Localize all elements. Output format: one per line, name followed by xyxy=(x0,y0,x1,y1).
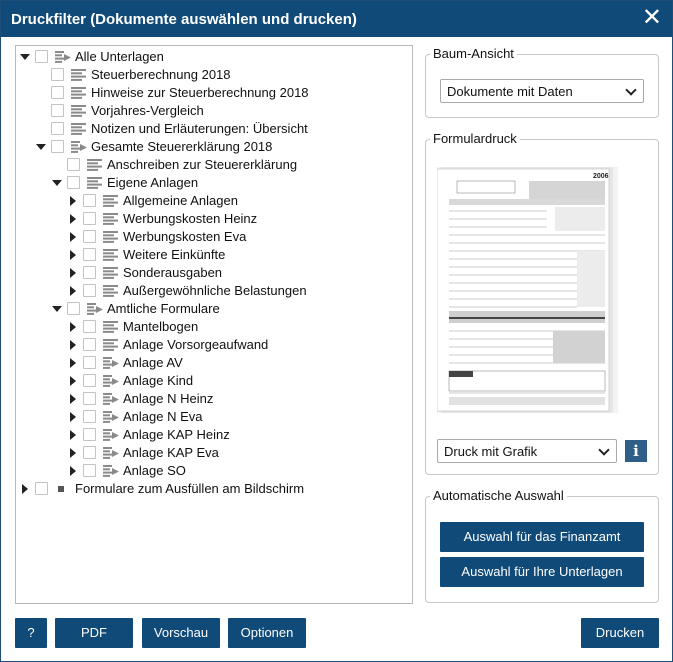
expanded-arrow-icon[interactable] xyxy=(36,142,46,152)
tree-checkbox[interactable] xyxy=(83,194,96,207)
tree-checkbox[interactable] xyxy=(83,410,96,423)
arrow-doc-icon xyxy=(103,429,119,441)
tree-checkbox[interactable] xyxy=(51,86,64,99)
lines-icon xyxy=(103,231,119,243)
expanded-arrow-icon[interactable] xyxy=(52,178,62,188)
square-bullet-icon xyxy=(55,483,71,495)
collapsed-arrow-icon[interactable] xyxy=(68,466,78,476)
collapsed-arrow-icon[interactable] xyxy=(68,286,78,296)
tree-checkbox[interactable] xyxy=(83,338,96,351)
tree-item-label: Notizen und Erläuterungen: Übersicht xyxy=(91,121,308,136)
collapsed-arrow-icon[interactable] xyxy=(68,448,78,458)
tree-checkbox[interactable] xyxy=(83,266,96,279)
form-preview-image xyxy=(437,167,618,413)
arrow-doc-icon xyxy=(55,51,71,63)
automatische-auswahl-title: Automatische Auswahl xyxy=(430,488,567,503)
tree-item-label: Allgemeine Anlagen xyxy=(123,193,238,208)
lines-icon xyxy=(103,267,119,279)
arrow-doc-icon xyxy=(103,465,119,477)
help-button[interactable]: ? xyxy=(15,618,47,648)
lines-icon xyxy=(71,123,87,135)
druck-modus-value: Druck mit Grafik xyxy=(444,444,538,459)
collapsed-arrow-icon[interactable] xyxy=(68,340,78,350)
chevron-down-icon xyxy=(625,84,636,95)
collapsed-arrow-icon[interactable] xyxy=(68,412,78,422)
tree-item-label: Weitere Einkünfte xyxy=(123,247,226,262)
tree-checkbox[interactable] xyxy=(51,104,64,117)
document-tree[interactable] xyxy=(15,45,413,604)
drucken-button[interactable]: Drucken xyxy=(581,618,659,648)
tree-checkbox[interactable] xyxy=(83,446,96,459)
tree-item-label: Anlage SO xyxy=(123,463,186,478)
collapsed-arrow-icon[interactable] xyxy=(68,250,78,260)
collapsed-arrow-icon[interactable] xyxy=(68,376,78,386)
tree-checkbox[interactable] xyxy=(35,50,48,63)
tree-checkbox[interactable] xyxy=(51,122,64,135)
tree-checkbox[interactable] xyxy=(83,248,96,261)
collapsed-arrow-icon[interactable] xyxy=(20,484,30,494)
info-icon[interactable]: i xyxy=(625,440,647,462)
tree-checkbox[interactable] xyxy=(83,464,96,477)
arrow-doc-icon xyxy=(103,375,119,387)
lines-icon xyxy=(103,213,119,225)
tree-checkbox[interactable] xyxy=(51,140,64,153)
lines-icon xyxy=(71,87,87,99)
arrow-doc-icon xyxy=(103,447,119,459)
arrow-doc-icon xyxy=(103,357,119,369)
tree-item-label: Außergewöhnliche Belastungen xyxy=(123,283,307,298)
vorschau-button[interactable]: Vorschau xyxy=(142,618,220,648)
arrow-doc-icon xyxy=(87,303,103,315)
tree-item-label: Anlage KAP Heinz xyxy=(123,427,230,442)
tree-checkbox[interactable] xyxy=(67,158,80,171)
tree-item-label: Anschreiben zur Steuererklärung xyxy=(107,157,298,172)
tree-checkbox[interactable] xyxy=(67,176,80,189)
tree-item-label: Amtliche Formulare xyxy=(107,301,220,316)
tree-item-label: Anlage N Heinz xyxy=(123,391,214,406)
tree-checkbox[interactable] xyxy=(83,356,96,369)
tree-item-label: Gesamte Steuererklärung 2018 xyxy=(91,139,273,154)
tree-checkbox[interactable] xyxy=(83,212,96,225)
pdf-button[interactable]: PDF xyxy=(55,618,133,648)
tree-item-label: Anlage KAP Eva xyxy=(123,445,219,460)
lines-icon xyxy=(103,285,119,297)
formulardruck-title: Formulardruck xyxy=(430,131,520,146)
tree-item-label: Anlage AV xyxy=(123,355,183,370)
baum-ansicht-value: Dokumente mit Daten xyxy=(447,84,573,99)
collapsed-arrow-icon[interactable] xyxy=(68,430,78,440)
tree-item-label: Vorjahres-Vergleich xyxy=(91,103,204,118)
expanded-arrow-icon[interactable] xyxy=(20,52,30,62)
lines-icon xyxy=(87,159,103,171)
lines-icon xyxy=(103,321,119,333)
tree-checkbox[interactable] xyxy=(83,428,96,441)
tree-item-label: Eigene Anlagen xyxy=(107,175,199,190)
lines-icon xyxy=(103,195,119,207)
form-year: 2006 xyxy=(593,173,609,180)
tree-checkbox[interactable] xyxy=(83,320,96,333)
auswahl-unterlagen-button[interactable]: Auswahl für Ihre Unterlagen xyxy=(440,557,644,587)
tree-item-label: Sonderausgaben xyxy=(123,265,223,280)
collapsed-arrow-icon[interactable] xyxy=(68,322,78,332)
arrow-doc-icon xyxy=(103,393,119,405)
collapsed-arrow-icon[interactable] xyxy=(68,214,78,224)
chevron-down-icon xyxy=(598,444,609,455)
expanded-arrow-icon[interactable] xyxy=(52,304,62,314)
lines-icon xyxy=(87,177,103,189)
form-preview-thumbnail xyxy=(437,167,618,413)
tree-checkbox[interactable] xyxy=(83,284,96,297)
tree-checkbox[interactable] xyxy=(83,392,96,405)
collapsed-arrow-icon[interactable] xyxy=(68,394,78,404)
auswahl-finanzamt-button[interactable]: Auswahl für das Finanzamt xyxy=(440,522,644,552)
dialog-title: Druckfilter (Dokumente auswählen und drucken) xyxy=(11,11,357,28)
lines-icon xyxy=(71,69,87,81)
tree-item-label: Steuerberechnung 2018 xyxy=(91,67,231,82)
close-icon[interactable]: ✕ xyxy=(641,4,662,31)
lines-icon xyxy=(103,339,119,351)
tree-item-label: Mantelbogen xyxy=(123,319,199,334)
baum-ansicht-title: Baum-Ansicht xyxy=(430,46,517,61)
title-bar xyxy=(1,1,672,37)
tree-checkbox[interactable] xyxy=(35,482,48,495)
tree-item-label: Anlage Vorsorgeaufwand xyxy=(123,337,269,352)
lines-icon xyxy=(103,249,119,261)
collapsed-arrow-icon[interactable] xyxy=(68,268,78,278)
arrow-doc-icon xyxy=(71,141,87,153)
tree-item-label: Werbungskosten Eva xyxy=(123,229,247,244)
lines-icon xyxy=(71,105,87,117)
tree-item-label: Anlage Kind xyxy=(123,373,194,388)
baum-ansicht-select[interactable] xyxy=(440,79,644,103)
collapsed-arrow-icon[interactable] xyxy=(68,196,78,206)
arrow-doc-icon xyxy=(103,411,119,423)
tree-item-label: Hinweise zur Steuerberechnung 2018 xyxy=(91,85,309,100)
tree-checkbox[interactable] xyxy=(51,68,64,81)
tree-checkbox[interactable] xyxy=(83,374,96,387)
tree-item-label: Alle Unterlagen xyxy=(75,49,164,64)
tree-checkbox[interactable] xyxy=(67,302,80,315)
tree-checkbox[interactable] xyxy=(83,230,96,243)
druck-modus-select[interactable] xyxy=(437,439,617,463)
tree-item-label: Formulare zum Ausfüllen am Bildschirm xyxy=(75,481,305,496)
collapsed-arrow-icon[interactable] xyxy=(68,358,78,368)
collapsed-arrow-icon[interactable] xyxy=(68,232,78,242)
tree-item-label: Anlage N Eva xyxy=(123,409,203,424)
tree-item-label: Werbungskosten Heinz xyxy=(123,211,258,226)
optionen-button[interactable]: Optionen xyxy=(228,618,306,648)
